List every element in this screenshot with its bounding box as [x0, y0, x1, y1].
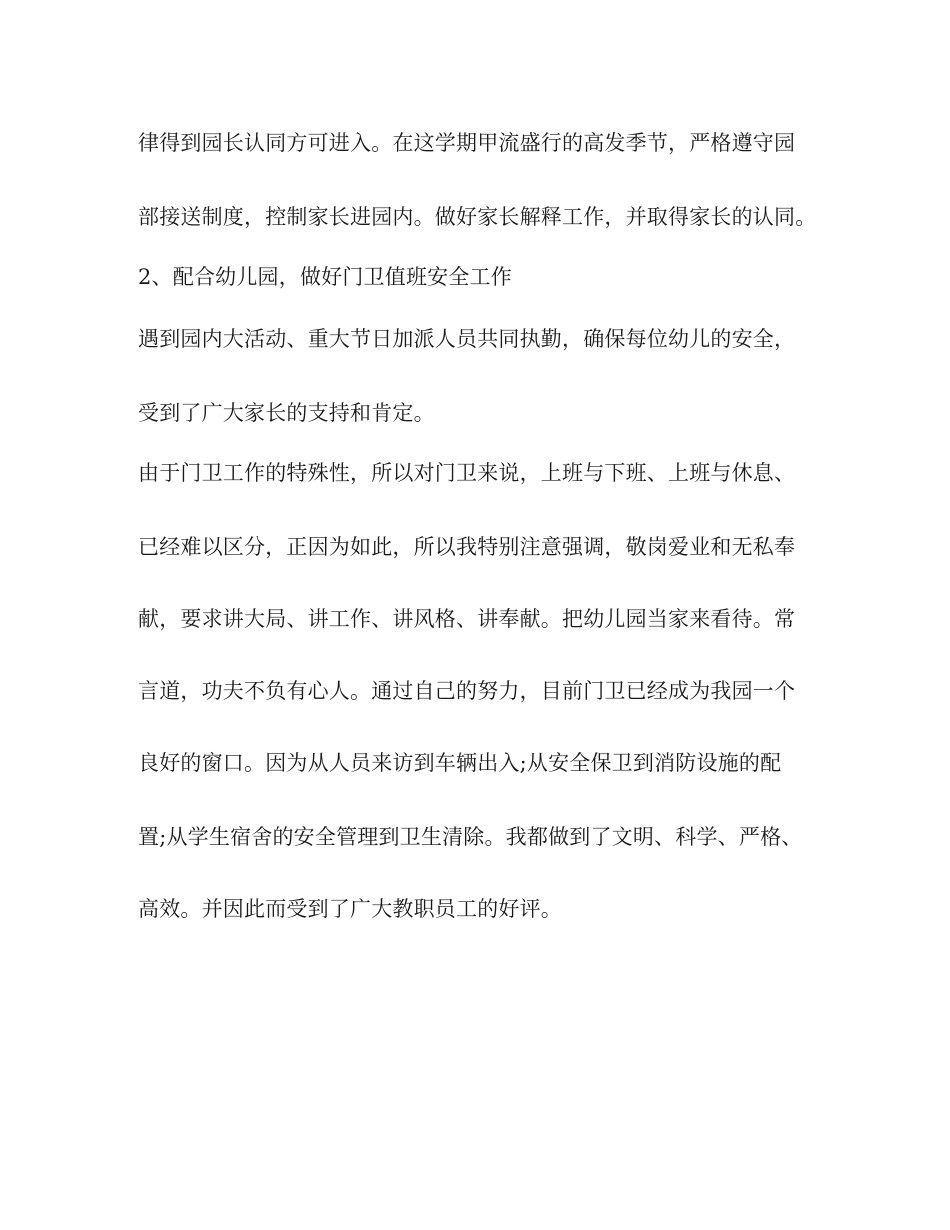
paragraph-line: 已经难以区分，正因为如此，所以我特别注意强调，敬岗爱业和无私奉 [138, 535, 796, 559]
paragraph-line: 由于门卫工作的特殊性，所以对门卫来说，上班与下班、上班与休息、 [138, 461, 796, 485]
paragraph-line: 言道，功夫不负有心人。通过自己的努力，目前门卫已经成为我园一个 [138, 679, 796, 703]
paragraph-line: 献，要求讲大局、讲工作、讲风格、讲奉献。把幼儿园当家来看待。常 [138, 607, 796, 631]
section-heading: 2、配合幼儿园，做好门卫值班安全工作 [138, 265, 512, 289]
paragraph-line: 部接送制度，控制家长进园内。做好家长解释工作，并取得家长的认同。 [138, 205, 817, 229]
paragraph-line: 良好的窗口。因为从人员来访到车辆出入;从安全保卫到消防设施的配 [138, 751, 782, 775]
paragraph-line: 置;从学生宿舍的安全管理到卫生清除。我都做到了文明、科学、严格、 [138, 825, 803, 849]
paragraph-line: 高效。并因此而受到了广大教职员工的好评。 [138, 897, 562, 921]
paragraph-line: 律得到园长认同方可进入。在这学期甲流盛行的高发季节，严格遵守园 [138, 131, 796, 155]
paragraph-line: 遇到园内大活动、重大节日加派人员共同执勤，确保每位幼儿的安全， [138, 327, 796, 351]
paragraph-line: 受到了广大家长的支持和肯定。 [138, 401, 435, 425]
